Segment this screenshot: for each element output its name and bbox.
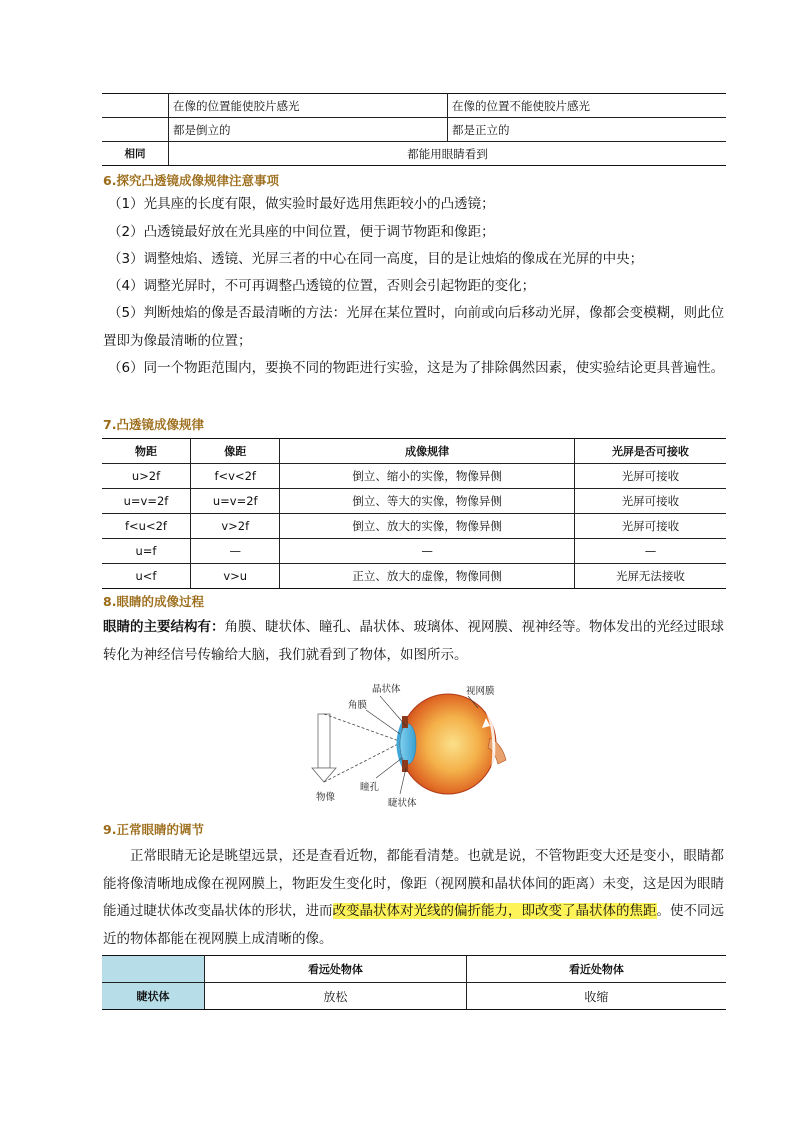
table-cell: u=f (102, 539, 190, 564)
column-header: 像距 (190, 439, 279, 464)
table-cell: 光屏可接收 (574, 464, 726, 489)
section-heading-9: 9.正常眼睛的调节 (103, 822, 204, 837)
row-label-same: 相同 (102, 142, 169, 166)
table-cell: 正立、放大的虚像，物像同侧 (280, 564, 574, 589)
label-cornea: 角膜 (348, 700, 368, 711)
table-cell: v>2f (190, 514, 279, 539)
paragraph-text: 。使不同远近的物体都能在视网膜上成清晰的像。 (103, 903, 724, 947)
table-cell: 都能用眼睛看到 (169, 142, 727, 166)
section-heading-6: 6.探究凸透镜成像规律注意事项 (103, 173, 279, 188)
table-cell: u>2f (102, 464, 190, 489)
table-row (102, 539, 726, 564)
label-object: 物像 (316, 792, 336, 803)
table-cell: 倒立、缩小的实像，物像异侧 (280, 464, 574, 489)
table-cell: f<u<2f (102, 514, 190, 539)
table-cell: v>u (190, 564, 279, 589)
table-row (102, 489, 726, 514)
table-row (102, 564, 726, 589)
convex-lens-imaging-table (102, 438, 726, 589)
label-retina: 视网膜 (466, 686, 495, 697)
row-label: 睫状体 (102, 983, 205, 1010)
table-row (102, 983, 726, 1010)
table-row (102, 118, 726, 142)
table-cell: 倒立、放大的实像，物像异侧 (280, 514, 574, 539)
list-item: （2）凸透镜最好放在光具座的中间位置，便于调节物距和像距； (108, 224, 495, 240)
table-cell: 倒立、等大的实像，物像异侧 (280, 489, 574, 514)
table-cell: — (574, 539, 726, 564)
column-header: 成像规律 (280, 439, 574, 464)
table-header-row (102, 956, 726, 983)
section-heading-8: 8.眼睛的成像过程 (103, 594, 204, 609)
table-cell: 光屏无法接收 (574, 564, 726, 589)
table-cell: — (190, 539, 279, 564)
column-header: 光屏是否可接收 (574, 439, 726, 464)
list-item: （6）同一个物距范围内，要换不同的物距进行实验，这是为了排除偶然因素，使实验结论更具普遍性。 (108, 360, 725, 376)
table-cell: f<v<2f (190, 464, 279, 489)
label-pupil: 瞳孔 (360, 782, 380, 793)
column-header: 看近处物体 (466, 956, 726, 983)
list-item: （4）调整光屏时，不可再调整凸透镜的位置，否则会引起物距的变化； (108, 278, 536, 294)
paragraph-text: 正常眼睛无论是眺望远景，还是查看近物，都能看清楚。也就是说，不管物距变大还是变小，眼睛都能将像清晰地成像在视网膜上，物距发生变化时，像距（视网膜和晶状体间的距离）未变，这是因为眼睛能通过睫状体改变晶状体的形状，进而 (103, 848, 724, 919)
table-cell: u=v=2f (190, 489, 279, 514)
highlighted-text: 改变晶状体对光线的偏折能力，即改变了晶状体的焦距 (332, 903, 657, 919)
table-header-row (102, 439, 726, 464)
table-cell: 在像的位置不能使胶片感光 (448, 94, 727, 118)
section-heading-7: 7.凸透镜成像规律 (103, 417, 204, 432)
table-cell: 光屏可接收 (574, 514, 726, 539)
table-cell: 在像的位置能使胶片感光 (169, 94, 448, 118)
table-cell: 光屏可接收 (574, 489, 726, 514)
label-ciliary: 睫状体 (388, 798, 417, 809)
corner-cell (102, 956, 205, 983)
object-arrow (312, 714, 336, 782)
list-item: （3）调整烛焰、透镜、光屏三者的中心在同一高度，目的是让烛焰的像成在光屏的中央； (108, 251, 644, 267)
table-row (102, 94, 726, 118)
row-label (102, 94, 169, 118)
paragraph-lead: 眼睛的主要结构有： (103, 619, 225, 635)
table-cell: 都是倒立的 (169, 118, 448, 142)
list-item: （5）判断烛焰的像是否最清晰的方法：光屏在某位置时，向前或向后移动光屏，像都会变模糊，则此位置即为像最清晰的位置； (103, 305, 725, 349)
real-virtual-comparison-table (102, 93, 726, 166)
list-item: （1）光具座的长度有限，做实验时最好选用焦距较小的凸透镜； (108, 196, 495, 212)
table-cell: 收缩 (466, 983, 726, 1010)
ciliary-body-table (102, 955, 726, 1010)
table-row (102, 142, 726, 166)
table-cell: 放松 (205, 983, 467, 1010)
row-label (102, 118, 169, 142)
accommodation-paragraph (103, 843, 725, 953)
table-cell: 都是正立的 (448, 118, 727, 142)
table-cell: u<f (102, 564, 190, 589)
eye-diagram (302, 678, 522, 810)
column-header: 看远处物体 (205, 956, 467, 983)
label-lens: 晶状体 (372, 684, 401, 695)
eye-structure-paragraph (103, 614, 725, 669)
paragraph-text: 角膜、睫状体、瞳孔、晶状体、玻璃体、视网膜、视神经等。物体发出的光经过眼球转化为神经信号传输给大脑，我们就看到了物体，如图所示。 (103, 619, 724, 663)
eye-diagram-svg (302, 678, 522, 810)
column-header: 物距 (102, 439, 190, 464)
table-cell: u=v=2f (102, 489, 190, 514)
table-cell: — (280, 539, 574, 564)
table-row (102, 514, 726, 539)
table-row (102, 464, 726, 489)
